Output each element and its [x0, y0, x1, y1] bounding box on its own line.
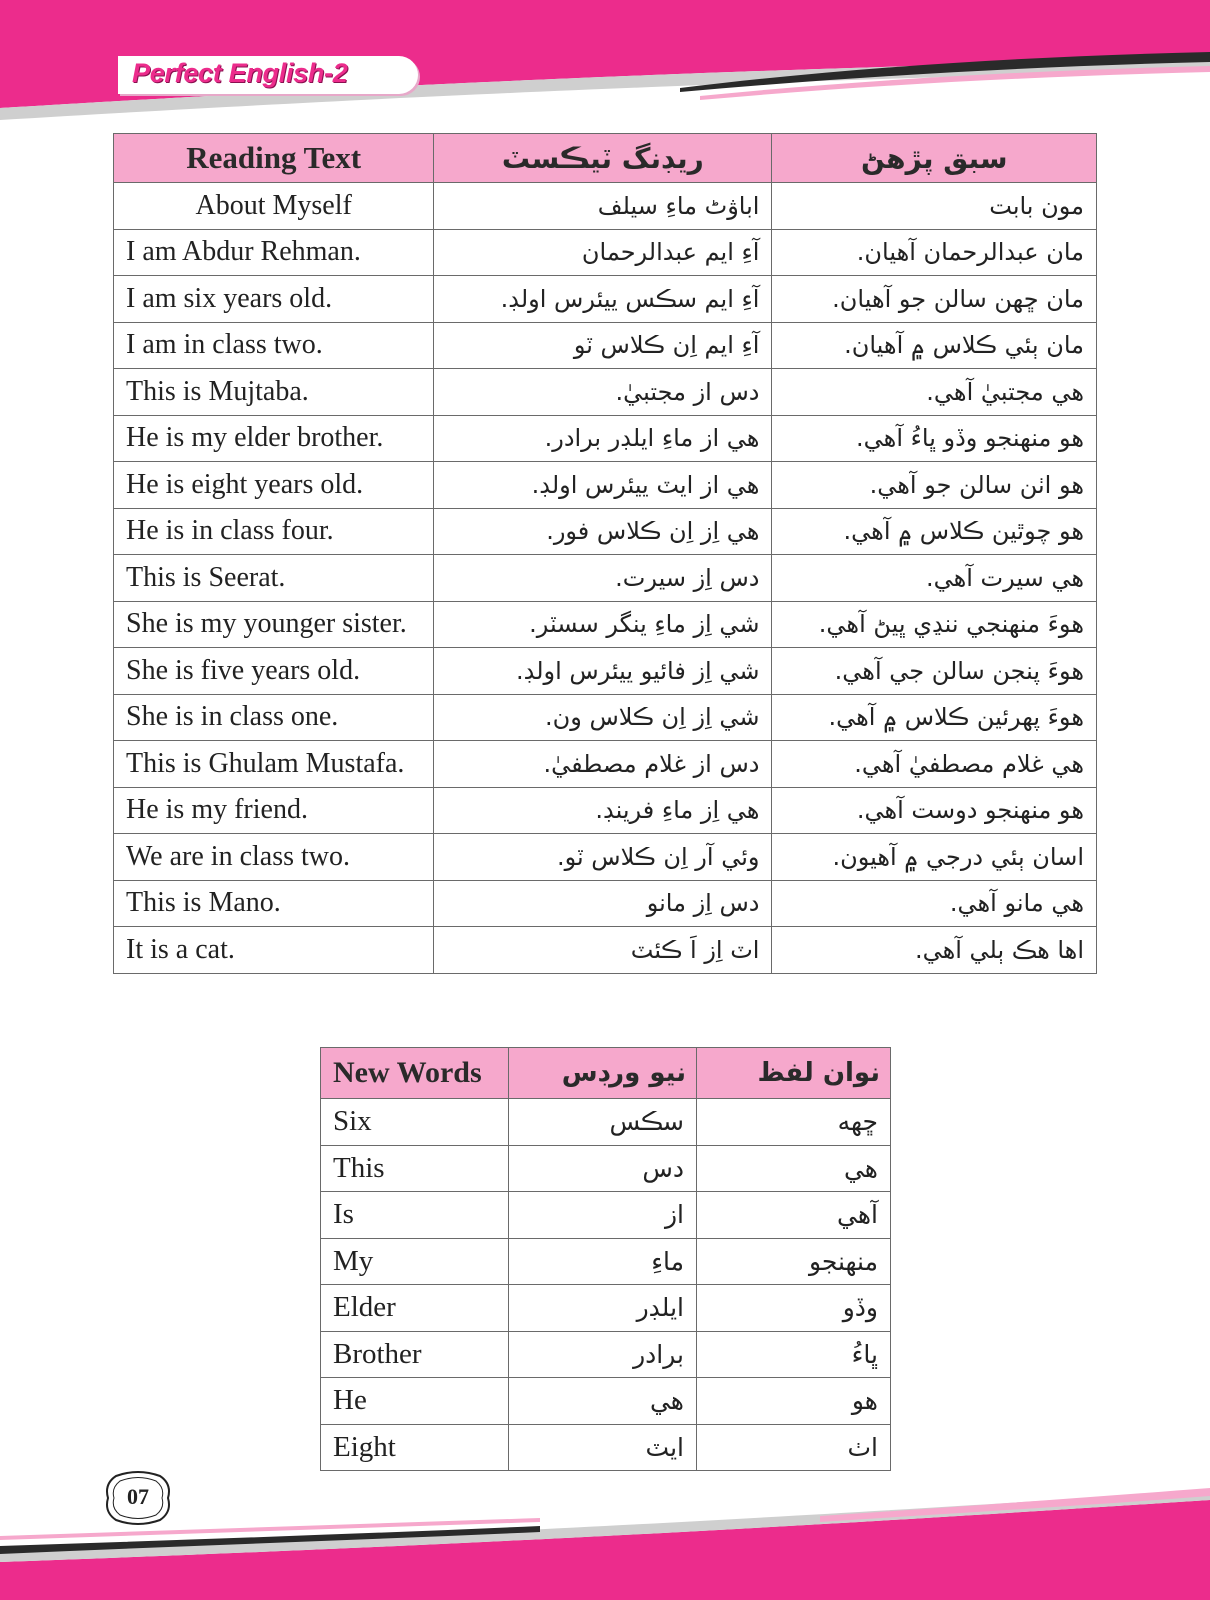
- reading-cell-english: He is in class four.: [114, 508, 434, 555]
- reading-table-row: [114, 834, 1097, 881]
- reading-cell-transliteration: آءِ ايم عبدالرحمان: [434, 229, 772, 276]
- reading-table-row: [114, 601, 1097, 648]
- reading-cell-english: I am six years old.: [114, 276, 434, 323]
- reading-cell-sindhi: هي غلام مصطفيٰ آهي.: [772, 741, 1097, 788]
- word-cell-transliteration: ايلڊر: [509, 1285, 697, 1332]
- reading-cell-sindhi: اسان ٻئي درجي ۾ آهيون.: [772, 834, 1097, 881]
- reading-cell-sindhi: هي مجتبيٰ آهي.: [772, 369, 1097, 416]
- header-reading-text-transliteration: ريڊنگ ٽيڪسٽ: [434, 134, 772, 183]
- reading-cell-sindhi: هي سيرت آهي.: [772, 555, 1097, 602]
- word-cell-transliteration: هي: [509, 1378, 697, 1425]
- reading-table-row: [114, 694, 1097, 741]
- reading-cell-sindhi: اها هڪ ٻلي آهي.: [772, 927, 1097, 974]
- word-cell-transliteration: از: [509, 1192, 697, 1239]
- words-table-row: [321, 1099, 891, 1146]
- reading-table-body: [114, 183, 1097, 974]
- reading-table-header-row: [114, 134, 1097, 183]
- reading-cell-transliteration: اباۋٹ ماءِ سيلف: [434, 183, 772, 230]
- reading-cell-transliteration: وئي آر اِن ڪلاس ٽو.: [434, 834, 772, 881]
- reading-cell-english: I am Abdur Rehman.: [114, 229, 434, 276]
- page-number-badge: [102, 1470, 174, 1526]
- reading-cell-sindhi: هوءَ منهنجي ننڍي ڀيڻ آهي.: [772, 601, 1097, 648]
- reading-text-table: [113, 133, 1097, 974]
- word-cell-english: This: [321, 1145, 509, 1192]
- reading-cell-english: He is eight years old.: [114, 462, 434, 509]
- reading-table-row: [114, 276, 1097, 323]
- reading-table-row: [114, 462, 1097, 509]
- reading-cell-sindhi: هو اٺن سالن جو آهي.: [772, 462, 1097, 509]
- reading-cell-english: This is Mujtaba.: [114, 369, 434, 416]
- reading-cell-english: I am in class two.: [114, 322, 434, 369]
- header-new-words-sindhi: نوان لفظ: [697, 1048, 891, 1099]
- word-cell-english: Elder: [321, 1285, 509, 1332]
- reading-cell-english: She is in class one.: [114, 694, 434, 741]
- header-reading-text-en: Reading Text: [114, 134, 434, 183]
- word-cell-sindhi: هو: [697, 1378, 891, 1425]
- reading-table-row: [114, 927, 1097, 974]
- reading-cell-english: He is my elder brother.: [114, 415, 434, 462]
- reading-cell-english: This is Mano.: [114, 880, 434, 927]
- reading-cell-english: She is my younger sister.: [114, 601, 434, 648]
- words-table-row: [321, 1192, 891, 1239]
- page-footer: [0, 1450, 1210, 1600]
- footer-decoration: [0, 1450, 1210, 1600]
- reading-cell-sindhi: مون بابت: [772, 183, 1097, 230]
- reading-cell-transliteration: دس اِز مانو: [434, 880, 772, 927]
- reading-table-row: [114, 880, 1097, 927]
- reading-cell-english: He is my friend.: [114, 787, 434, 834]
- reading-cell-transliteration: دس از غلام مصطفيٰ.: [434, 741, 772, 788]
- reading-table-row: [114, 741, 1097, 788]
- reading-cell-transliteration: شي اِز فائيو ييئرس اولڊ.: [434, 648, 772, 695]
- reading-cell-transliteration: هي از ماءِ ايلڊر برادر.: [434, 415, 772, 462]
- word-cell-sindhi: منهنجو: [697, 1238, 891, 1285]
- reading-cell-english: She is five years old.: [114, 648, 434, 695]
- reading-table-row: [114, 508, 1097, 555]
- reading-table-row: [114, 322, 1097, 369]
- reading-table-row: [114, 415, 1097, 462]
- word-cell-transliteration: برادر: [509, 1331, 697, 1378]
- reading-cell-transliteration: شي اِز اِن ڪلاس ون.: [434, 694, 772, 741]
- word-cell-transliteration: دس: [509, 1145, 697, 1192]
- reading-cell-sindhi: مان ڇهن سالن جو آهيان.: [772, 276, 1097, 323]
- reading-cell-english: This is Ghulam Mustafa.: [114, 741, 434, 788]
- reading-table-row: [114, 787, 1097, 834]
- reading-cell-sindhi: هو منهنجو دوست آهي.: [772, 787, 1097, 834]
- word-cell-english: Is: [321, 1192, 509, 1239]
- word-cell-english: My: [321, 1238, 509, 1285]
- page-number: 07: [127, 1484, 149, 1509]
- word-cell-sindhi: وڏو: [697, 1285, 891, 1332]
- words-table-header-row: [321, 1048, 891, 1099]
- word-cell-english: Six: [321, 1099, 509, 1146]
- reading-table-row: [114, 648, 1097, 695]
- reading-cell-sindhi: هوءَ پنجن سالن جي آهي.: [772, 648, 1097, 695]
- word-cell-english: Eight: [321, 1424, 509, 1471]
- word-cell-sindhi: ڇهه: [697, 1099, 891, 1146]
- book-title: Perfect English-2: [132, 58, 348, 88]
- reading-table-row: [114, 555, 1097, 602]
- reading-table-row: [114, 369, 1097, 416]
- word-cell-sindhi: آهي: [697, 1192, 891, 1239]
- words-table-row: [321, 1238, 891, 1285]
- reading-cell-english: We are in class two.: [114, 834, 434, 881]
- reading-cell-english: About Myself: [114, 183, 434, 230]
- word-cell-transliteration: ايٽ: [509, 1424, 697, 1471]
- word-cell-english: He: [321, 1378, 509, 1425]
- reading-cell-sindhi: هي مانو آهي.: [772, 880, 1097, 927]
- word-cell-transliteration: سڪس: [509, 1099, 697, 1146]
- reading-cell-transliteration: هي اِز ماءِ فرينڊ.: [434, 787, 772, 834]
- header-reading-text-sindhi: سبق پڙهڻ: [772, 134, 1097, 183]
- reading-cell-transliteration: دس از مجتبيٰ.: [434, 369, 772, 416]
- words-table-row: [321, 1285, 891, 1332]
- header-new-words-transliteration: نيو ورڊس: [509, 1048, 697, 1099]
- reading-cell-transliteration: شي اِز ماءِ ينگر سسٽر.: [434, 601, 772, 648]
- word-cell-sindhi: اٺ: [697, 1424, 891, 1471]
- reading-cell-transliteration: هي از ايٽ ييئرس اولڊ.: [434, 462, 772, 509]
- reading-cell-english: It is a cat.: [114, 927, 434, 974]
- reading-cell-transliteration: اٽ اِز اَ ڪئٽ: [434, 927, 772, 974]
- words-table-row: [321, 1331, 891, 1378]
- words-table-row: [321, 1145, 891, 1192]
- word-cell-sindhi: ڀاءُ: [697, 1331, 891, 1378]
- word-cell-sindhi: هي: [697, 1145, 891, 1192]
- reading-cell-sindhi: هوءَ پهرئين ڪلاس ۾ آهي.: [772, 694, 1097, 741]
- reading-cell-english: This is Seerat.: [114, 555, 434, 602]
- reading-cell-transliteration: دس اِز سيرت.: [434, 555, 772, 602]
- word-cell-transliteration: ماءِ: [509, 1238, 697, 1285]
- words-table-body: [321, 1099, 891, 1471]
- reading-cell-sindhi: مان ٻئي ڪلاس ۾ آهيان.: [772, 322, 1097, 369]
- new-words-table: [320, 1047, 891, 1471]
- header-new-words-en: New Words: [321, 1048, 509, 1099]
- reading-cell-transliteration: هي اِز اِن ڪلاس فور.: [434, 508, 772, 555]
- word-cell-english: Brother: [321, 1331, 509, 1378]
- reading-cell-sindhi: مان عبدالرحمان آهيان.: [772, 229, 1097, 276]
- reading-cell-transliteration: آءِ ايم اِن ڪلاس ٽو: [434, 322, 772, 369]
- words-table-row: [321, 1378, 891, 1425]
- reading-cell-sindhi: هو چوٿين ڪلاس ۾ آهي.: [772, 508, 1097, 555]
- reading-cell-sindhi: هو منهنجو وڏو ڀاءُ آهي.: [772, 415, 1097, 462]
- reading-table-row: [114, 183, 1097, 230]
- reading-cell-transliteration: آءِ ايم سڪس ييئرس اولڊ.: [434, 276, 772, 323]
- reading-table-row: [114, 229, 1097, 276]
